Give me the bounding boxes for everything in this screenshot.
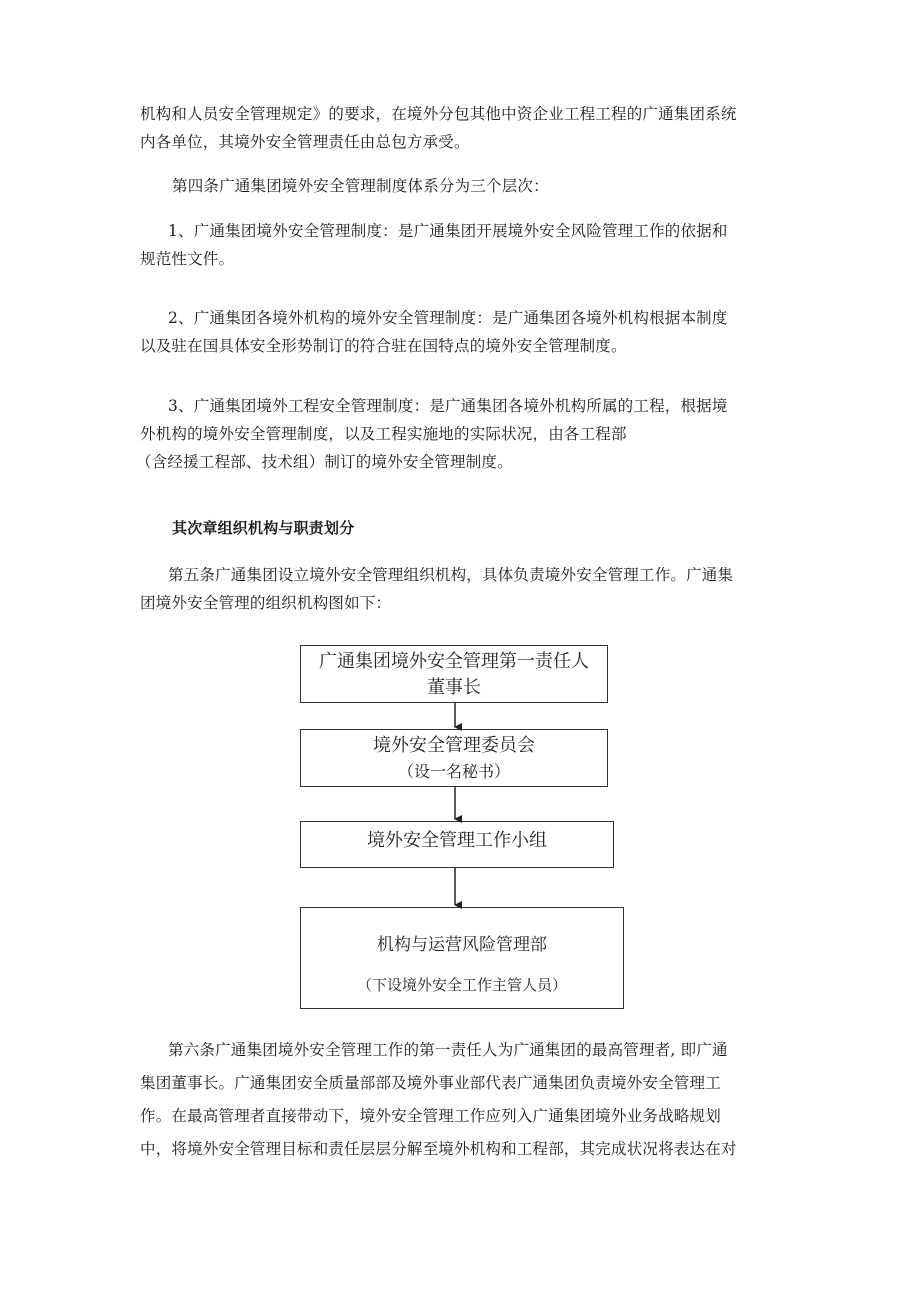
paragraph-article-5 bbox=[140, 561, 795, 617]
text-line: 第四条广通集团境外安全管理制度体系分为三个层次： bbox=[172, 177, 549, 195]
text-line: 1、广通集团境外安全管理制度：是广通集团开展境外安全风险管理工作的依据和 bbox=[168, 222, 728, 240]
paragraph-item-1 bbox=[140, 217, 795, 273]
text-line: 2、广通集团各境外机构的境外安全管理制度：是广通集团各境外机构根据本制度 bbox=[168, 309, 728, 327]
text-line: 团境外安全管理的组织机构图如下： bbox=[140, 594, 392, 612]
paragraph-article-6 bbox=[140, 1036, 795, 1163]
text-line: 3、广通集团境外工程安全管理制度：是广通集团各境外机构所属的工程，根据境 bbox=[168, 397, 728, 415]
org-box-text: 境外安全管理工作小组 bbox=[367, 830, 547, 851]
paragraph-continuation bbox=[140, 100, 795, 156]
org-box-text: （下设境外安全工作主管人员） bbox=[356, 976, 567, 994]
org-box-risk-department bbox=[300, 907, 624, 1009]
org-box-working-group bbox=[300, 821, 614, 868]
paragraph-item-2 bbox=[140, 304, 795, 360]
org-box-committee bbox=[300, 729, 608, 787]
text-line: 规范性文件。 bbox=[140, 250, 235, 268]
paragraph-article-4 bbox=[140, 172, 795, 200]
paragraph-item-3 bbox=[136, 392, 795, 476]
text-line: 第六条广通集团境外安全管理工作的第一责任人为广通集团的最高管理者, 即广通 bbox=[168, 1041, 728, 1059]
text-line: 机构和人员安全管理规定》的要求，在境外分包其他中资企业工程工程的广通集团系统 bbox=[140, 105, 737, 123]
org-box-first-responsible bbox=[300, 645, 608, 703]
org-box-text: 境外安全管理委员会 bbox=[373, 735, 535, 756]
chapter-heading bbox=[140, 514, 795, 542]
org-box-text: 董事长 bbox=[427, 677, 481, 698]
text-line: 第五条广通集团设立境外安全管理组织机构，具体负责境外安全管理工作。广通集 bbox=[168, 566, 734, 584]
org-box-text: （设一名秘书） bbox=[397, 762, 510, 781]
text-line: 内各单位，其境外安全管理责任由总包方承受。 bbox=[140, 133, 470, 151]
org-box-text: 广通集团境外安全管理第一责任人 bbox=[319, 651, 589, 672]
org-box-text: 机构与运营风险管理部 bbox=[377, 935, 547, 955]
heading-text: 其次章组织机构与职责划分 bbox=[172, 519, 355, 537]
text-line: （含经援工程部、技术组）制订的境外安全管理制度。 bbox=[136, 453, 513, 471]
text-line: 集团董事长。广通集团安全质量部部及境外事业部代表广通集团负责境外安全管理工 bbox=[140, 1074, 721, 1092]
text-line: 中，将境外安全管理目标和责任层层分解至境外机构和工程部，其完成状况将表达在对 bbox=[140, 1140, 737, 1158]
text-line: 作。在最高管理者直接带动下，境外安全管理工作应列入广通集团境外业务战略规划 bbox=[140, 1107, 721, 1125]
text-line: 以及驻在国具体安全形势制订的符合驻在国特点的境外安全管理制度。 bbox=[140, 337, 627, 355]
text-line: 外机构的境外安全管理制度，以及工程实施地的实际状况，由各工程部 bbox=[140, 425, 627, 443]
